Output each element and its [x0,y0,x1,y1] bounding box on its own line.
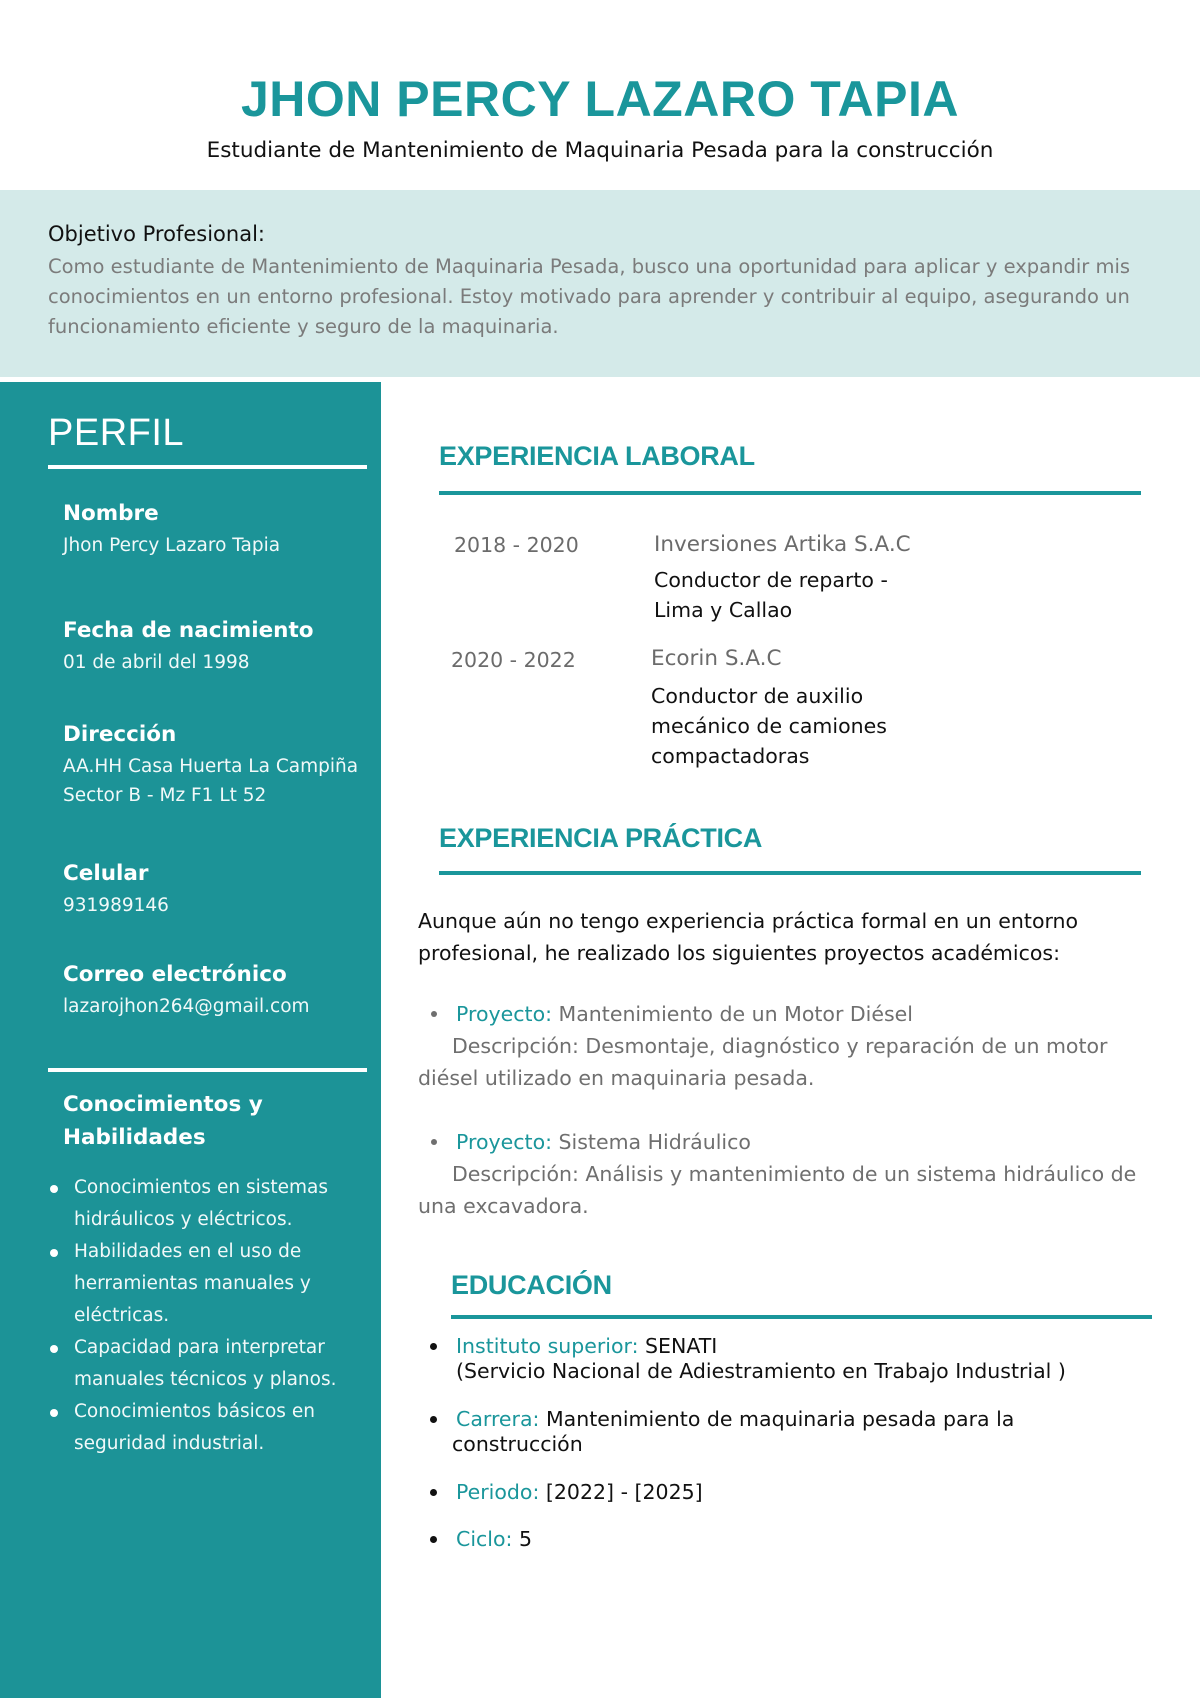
education-item [428,1407,1168,1457]
bullet-icon [50,1185,58,1193]
education-key: Carrera: [456,1407,540,1431]
project-key: Proyecto: [456,1002,553,1026]
address-label: Dirección [63,722,177,747]
education-item [428,1334,1168,1384]
birthdate-value: 01 de abril del 1998 [63,652,250,673]
practice-title: EXPERIENCIA PRÁCTICA [439,823,763,853]
education-title: EDUCACIÓN [451,1270,612,1300]
bullet-icon [430,1416,437,1423]
phone-label: Celular [63,861,149,886]
profile-title: PERFIL [48,412,185,454]
skill-item: Habilidades en el uso de herramientas manuales y eléctricas. [48,1236,368,1332]
bullet-icon [430,1536,437,1543]
education-value-line2: (Servicio Nacional de Adiestramiento en Trabajo Industrial ) [456,1359,1066,1383]
bullet-icon [430,1343,437,1350]
email-value[interactable]: lazarojhon264@gmail.com [63,996,310,1017]
objective-section [0,190,1200,377]
bullet-icon [50,1345,58,1353]
bullet-icon [431,1011,437,1017]
address-line2: Sector B - Mz F1 Lt 52 [63,785,267,806]
skill-item: Conocimientos en sistemas hidráulicos y eléctricos. [48,1172,368,1236]
candidate-name: JHON PERCY LAZARO TAPIA [240,71,960,127]
skill-item: Conocimientos básicos en seguridad industrial. [48,1396,368,1460]
education-key: Ciclo: [456,1527,513,1551]
skill-item: Capacidad para interpretar manuales técnicos y planos. [48,1332,368,1396]
education-item [428,1480,1168,1505]
skills-list [48,1172,368,1460]
skills-divider [48,1068,367,1072]
birthdate-label: Fecha de nacimiento [63,618,314,643]
project-name: Sistema Hidráulico [552,1130,751,1154]
profile-sidebar [0,382,381,1698]
job-company: Ecorin S.A.C [651,646,782,671]
project-key: Proyecto: [456,1130,553,1154]
education-key: Instituto superior: [456,1334,639,1358]
job-role-line2: mecánico de camiones [651,714,887,738]
profile-divider [48,465,367,469]
address-line1: AA.HH Casa Huerta La Campiña [63,756,359,777]
education-value: 5 [512,1527,532,1551]
bullet-icon [431,1139,437,1145]
education-value-line2: construcción [452,1432,583,1456]
education-item [428,1527,1168,1552]
skills-title: Conocimientos y Habilidades [63,1092,263,1150]
project-description: Descripción: Análisis y mantenimiento de un sistema hidráulico de una excavadora. [418,1162,1137,1218]
project-item [418,1126,1163,1222]
job-years: 2020 - 2022 [451,648,576,672]
job-role-line1: Conductor de reparto - [654,568,888,592]
practice-divider [439,871,1141,875]
objective-text: Como estudiante de Mantenimiento de Maquinaria Pesada, busco una oportunidad para aplicar y expandir mis conocimientos en un entorno profesional. Estoy motivado para aprender y contribuir al equipo, asegurando un funcionamiento eficiente y seguro de la maquinaria. [48,255,1131,338]
bullet-icon [430,1489,437,1496]
job-role-line1: Conductor de auxilio [651,684,864,708]
objective-label: Objetivo Profesional: [48,222,265,246]
name-value: Jhon Percy Lazaro Tapia [63,535,281,556]
candidate-subtitle: Estudiante de Mantenimiento de Maquinaria Pesada para la construcción [206,138,994,163]
practice-intro: Aunque aún no tengo experiencia práctica formal en un entorno profesional, he realizado los siguientes proyectos académicos: [418,909,1079,965]
name-label: Nombre [63,501,159,526]
education-value: [2022] - [2025] [539,1480,703,1504]
experience-divider [439,491,1141,495]
education-key: Periodo: [456,1480,540,1504]
experience-title: EXPERIENCIA LABORAL [439,441,755,471]
email-label: Correo electrónico [63,962,287,987]
phone-value: 931989146 [63,895,169,916]
project-item [418,998,1163,1094]
job-role-line3: compactadoras [651,744,810,768]
education-value: Mantenimiento de maquinaria pesada para la [539,1407,1015,1431]
education-value: SENATI [638,1334,718,1358]
bullet-icon [50,1409,58,1417]
project-name: Mantenimiento de un Motor Diésel [552,1002,913,1026]
job-company: Inversiones Artika S.A.C [654,532,911,557]
project-description: Descripción: Desmontaje, diagnóstico y reparación de un motor diésel utilizado en maquinaria pesada. [418,1034,1108,1090]
job-years: 2018 - 2020 [454,533,579,557]
job-role-line2: Lima y Callao [654,598,793,622]
education-divider [451,1315,1152,1319]
bullet-icon [50,1249,58,1257]
